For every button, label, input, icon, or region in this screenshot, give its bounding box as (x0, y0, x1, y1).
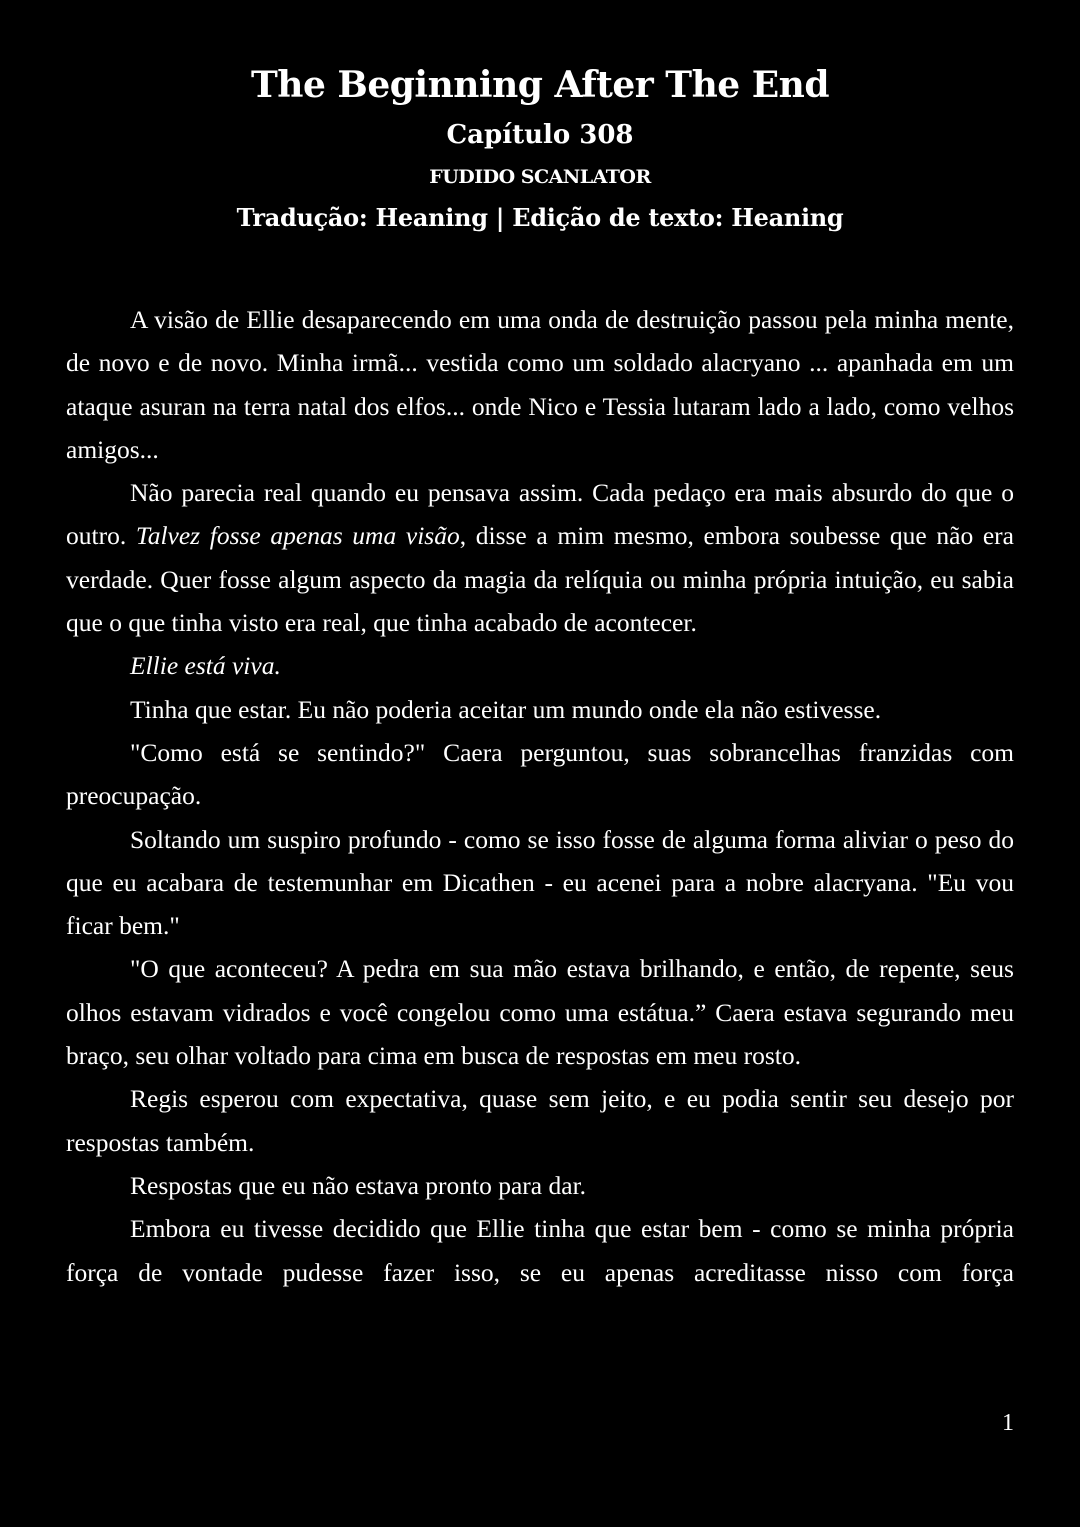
paragraph: Soltando um suspiro profundo - como se isso fosse de alguma forma aliviar o peso do que eu acabara de testemunhar em Dicathen - eu acenei para a nobre alacryana. "Eu vou ficar bem." (66, 824, 1014, 941)
paragraph: Tinha que estar. Eu não poderia aceitar um mundo onde ela não estivesse. (130, 694, 882, 724)
paragraph: A visão de Ellie desaparecendo em uma onda de destruição passou pela minha mente, de novo e de novo. Minha irmã... vestida como um soldado alacryano ... apanhada em um ataque asuran na terra natal dos elfos... onde Nico e Tessia lutaram lado a lado, como velhos amigos... (66, 305, 1014, 464)
paragraph: Respostas que eu não estava pronto para dar. (130, 1170, 587, 1200)
italic-thought: Talvez fosse apenas uma visão (135, 521, 460, 551)
paragraph: "Como está se sentindo?" Caera perguntou, suas sobrancelhas franzidas com preocupação. (66, 737, 1014, 811)
paragraph-text: , disse a mim mesmo, embora soubesse que não era verdade. Quer fosse algum aspecto da magia da relíquia ou minha própria intuição, eu sabia que o que tinha visto era real, que tinha acabado de acontecer. (66, 521, 1014, 638)
page-number: 1 (1002, 1410, 1014, 1436)
paragraph-italic-thought: Ellie está viva. (130, 651, 281, 681)
paragraph (66, 471, 1014, 644)
translation-credits: Tradução: Heaning | Edição de texto: Heaning (236, 203, 844, 232)
book-title: The Beginning After The End (251, 64, 829, 106)
document-header (0, 62, 1080, 234)
chapter-body (66, 298, 1014, 1294)
scanlator-group: FUDIDO SCANLATOR (429, 166, 651, 188)
chapter-heading: Capítulo 308 (446, 120, 634, 150)
paragraph: Regis esperou com expectativa, quase sem jeito, e eu podia sentir seu desejo por respostas também. (66, 1084, 1014, 1157)
paragraph: Embora eu tivesse decidido que Ellie tinha que estar bem - como se minha própria força de vontade pudesse fazer isso, se eu apenas acreditasse nisso com força (66, 1214, 1014, 1287)
paragraph: "O que aconteceu? A pedra em sua mão estava brilhando, e então, de repente, seus olhos estavam vidrados e você congelou como uma estátua.” Caera estava segurando meu braço, seu olhar voltado para cima em busca de respostas em meu rosto. (66, 954, 1014, 1071)
paragraph-text: Não parecia real quando eu pensava assim. Cada pedaço era mais absurdo do que o outro. (66, 478, 1014, 551)
